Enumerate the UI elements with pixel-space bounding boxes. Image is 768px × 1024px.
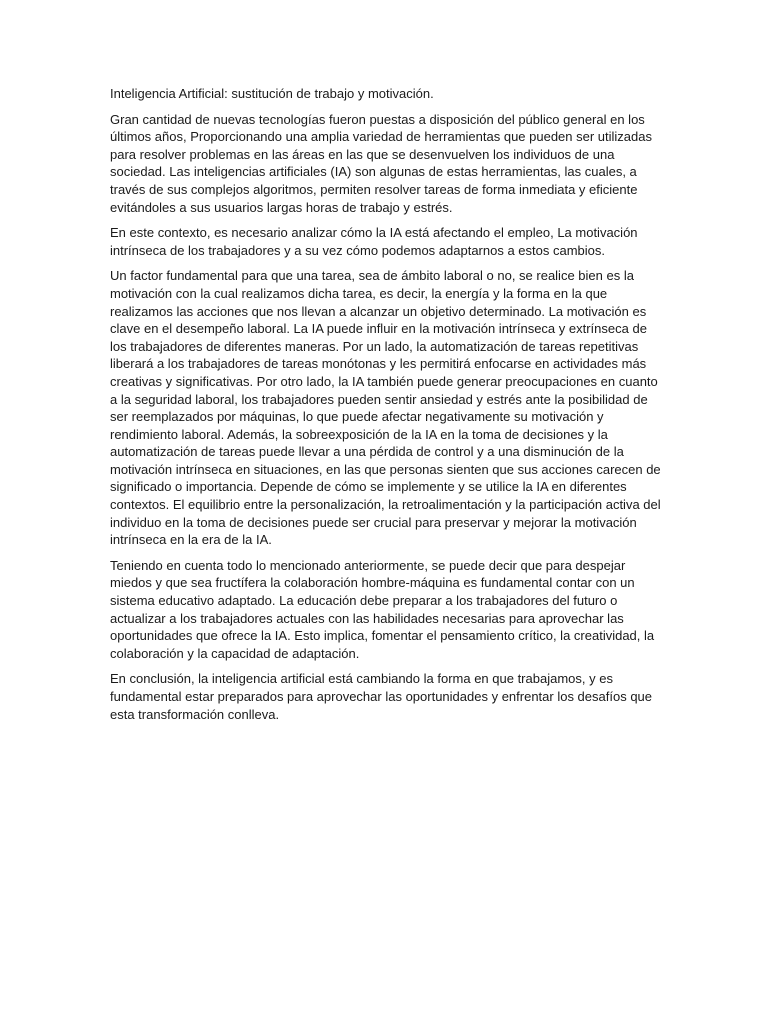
paragraph-conclusion: En conclusión, la inteligencia artificial está cambiando la forma en que trabajamos, y es fundamental estar preparados para aprovechar las oportunidades y enfrentar los desafíos que esta transformación conlleva. (110, 671, 653, 722)
document-title: Inteligencia Artificial: sustitución de trabajo y motivación. (110, 86, 434, 101)
paragraph-motivation: Un factor fundamental para que una tarea, sea de ámbito laboral o no, se realice bien es la motivación con la cual realizamos dicha tarea, es decir, la energía y la forma en la que realizamos las acciones que nos llevan a alcanzar un objetivo determinado. La motivación es clave en el desempeño laboral. La IA puede influir en la motivación intrínseca y extrínseca de los trabajadores de diferentes maneras. Por un lado, la automatización de tareas repetitivas liberará a los trabajadores de tareas monótonas y les permitirá enfocarse en actividades más creativas y significativas. Por otro lado, la IA también puede generar preocupaciones en cuanto a la seguridad laboral, los trabajadores pueden sentir ansiedad y estrés ante la posibilidad de ser reemplazados por máquinas, lo que puede afectar negativamente su motivación y rendimiento laboral. Además, la sobreexposición de la IA en la toma de decisiones y la automatización de tareas puede llevar a una pérdida de control y a una disminución de la motivación intrínseca en situaciones, en las que personas sienten que sus acciones carecen de significado o importancia. Depende de cómo se implemente y se utilice la IA en diferentes contextos. El equilibrio entre la personalización, la retroalimentación y la participación activa del individuo en la toma de decisiones puede ser crucial para preservar y mejorar la motivación intrínseca en la era de la IA. (110, 268, 661, 548)
paragraph-introduction: Gran cantidad de nuevas tecnologías fueron puestas a disposición del público general en los últimos años, Proporcionando una amplia variedad de herramientas que pueden ser utilizadas para resolver problemas en las áreas en las que se desenvuelven los individuos de una sociedad. Las inteligencias artificiales (IA) son algunas de estas herramientas, las cuales, a través de sus complejos algoritmos, permiten resolver tareas de forma inmediata y eficiente evitándoles a sus usuarios largas horas de trabajo y estrés. (110, 111, 653, 215)
paragraph-context: En este contexto, es necesario analizar cómo la IA está afectando el empleo, La motivación intrínseca de los trabajadores y a su vez cómo podemos adaptarnos a estos cambios. (110, 225, 638, 258)
paragraph-education: Teniendo en cuenta todo lo mencionado anteriormente, se puede decir que para despejar miedos y que sea fructífera la colaboración hombre-máquina es fundamental contar con un sistema educativo adaptado. La educación debe preparar a los trabajadores del futuro o actualizar a los trabajadores actuales con las habilidades necesarias para aprovechar las oportunidades que ofrece la IA. Esto implica, fomentar el pensamiento crítico, la creatividad, la colaboración y la capacidad de adaptación. (110, 557, 655, 661)
document-body (110, 85, 662, 731)
